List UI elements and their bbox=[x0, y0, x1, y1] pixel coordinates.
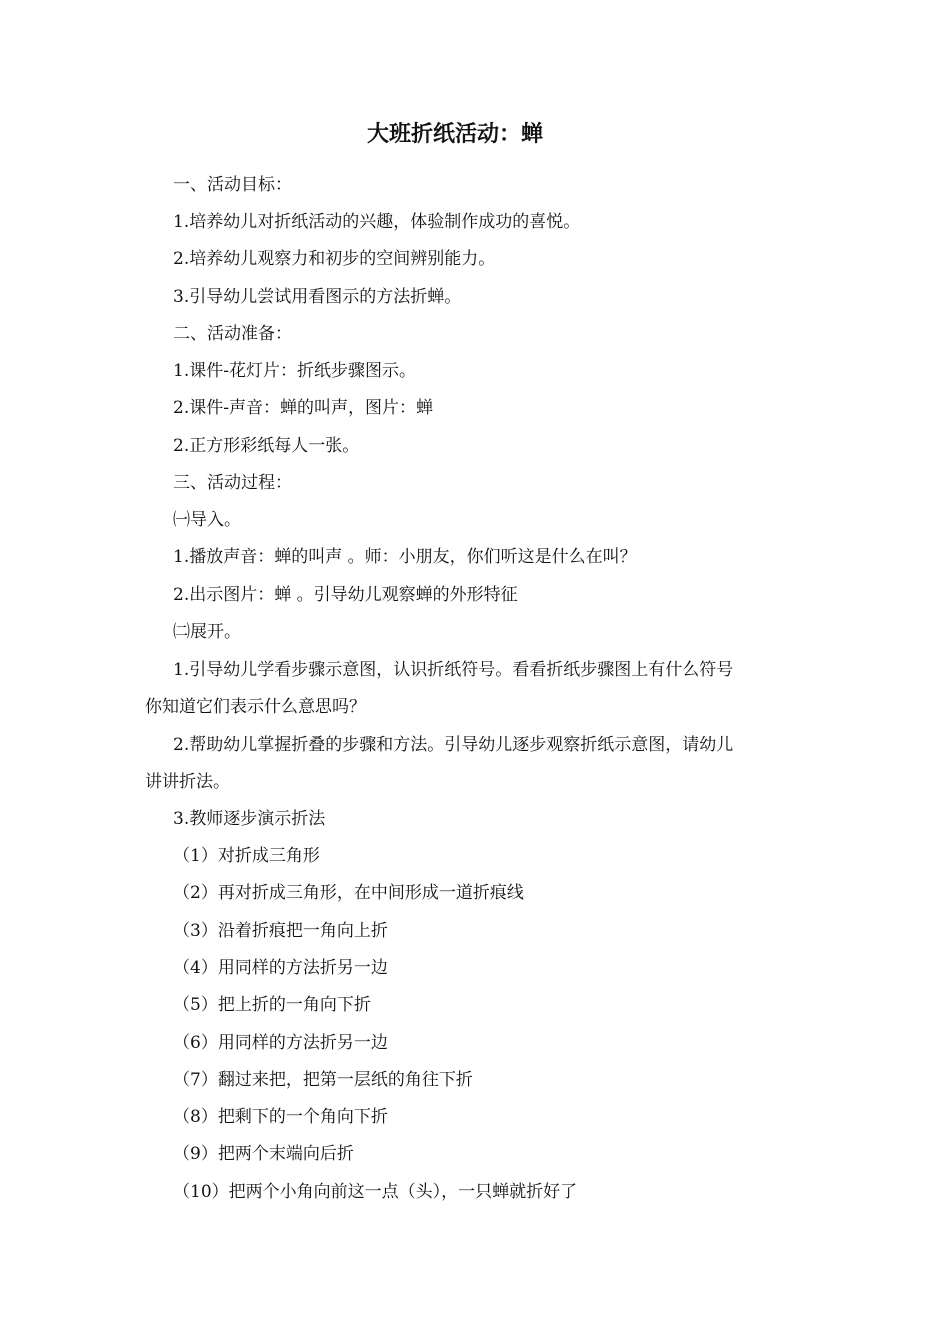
paragraph: 2.出示图片：蝉 。引导幼儿观察蝉的外形特征 bbox=[173, 585, 518, 605]
step-item: （5）把上折的一角向下折 bbox=[173, 995, 371, 1015]
step-item: （6）用同样的方法折另一边 bbox=[173, 1033, 388, 1053]
subsection-heading: ㈠导入。 bbox=[173, 510, 241, 530]
paragraph: 3.教师逐步演示折法 bbox=[173, 809, 326, 829]
step-item: （4）用同样的方法折另一边 bbox=[173, 958, 388, 978]
step-item: （7）翻过来把，把第一层纸的角往下折 bbox=[173, 1070, 473, 1090]
section-heading: 一、活动目标： bbox=[173, 175, 292, 195]
step-item: （8）把剩下的一个角向下折 bbox=[173, 1107, 388, 1127]
paragraph: 1.课件-花灯片：折纸步骤图示。 bbox=[173, 361, 416, 381]
paragraph: 1.培养幼儿对折纸活动的兴趣，体验制作成功的喜悦。 bbox=[173, 212, 581, 232]
paragraph: 2.正方形彩纸每人一张。 bbox=[173, 436, 360, 456]
paragraph: 2.培养幼儿观察力和初步的空间辨别能力。 bbox=[173, 249, 496, 269]
step-item: （1）对折成三角形 bbox=[173, 846, 320, 866]
step-item: （3）沿着折痕把一角向上折 bbox=[173, 921, 388, 941]
step-item: （10）把两个小角向前这一点（头），一只蝉就折好了 bbox=[173, 1182, 578, 1202]
paragraph: 1.播放声音：蝉的叫声 。师：小朋友，你们听这是什么在叫？ bbox=[173, 547, 637, 567]
paragraph: 3.引导幼儿尝试用看图示的方法折蝉。 bbox=[173, 287, 462, 307]
document-title: 大班折纸活动：蝉 bbox=[366, 122, 543, 147]
section-heading: 二、活动准备： bbox=[173, 324, 292, 344]
step-item: （2）再对折成三角形，在中间形成一道折痕线 bbox=[173, 883, 524, 903]
paragraph-continuation: 讲讲折法。 bbox=[145, 772, 230, 792]
paragraph: 1.引导幼儿学看步骤示意图，认识折纸符号。看看折纸步骤图上有什么符号 bbox=[173, 660, 734, 680]
step-item: （9）把两个末端向后折 bbox=[173, 1144, 354, 1164]
paragraph-continuation: 你知道它们表示什么意思吗？ bbox=[145, 697, 366, 717]
paragraph: 2.课件-声音：蝉的叫声，图片：蝉 bbox=[173, 398, 433, 418]
subsection-heading: ㈡展开。 bbox=[173, 622, 241, 642]
section-heading: 三、活动过程： bbox=[173, 473, 292, 493]
paragraph: 2.帮助幼儿掌握折叠的步骤和方法。引导幼儿逐步观察折纸示意图，请幼儿 bbox=[173, 735, 734, 755]
